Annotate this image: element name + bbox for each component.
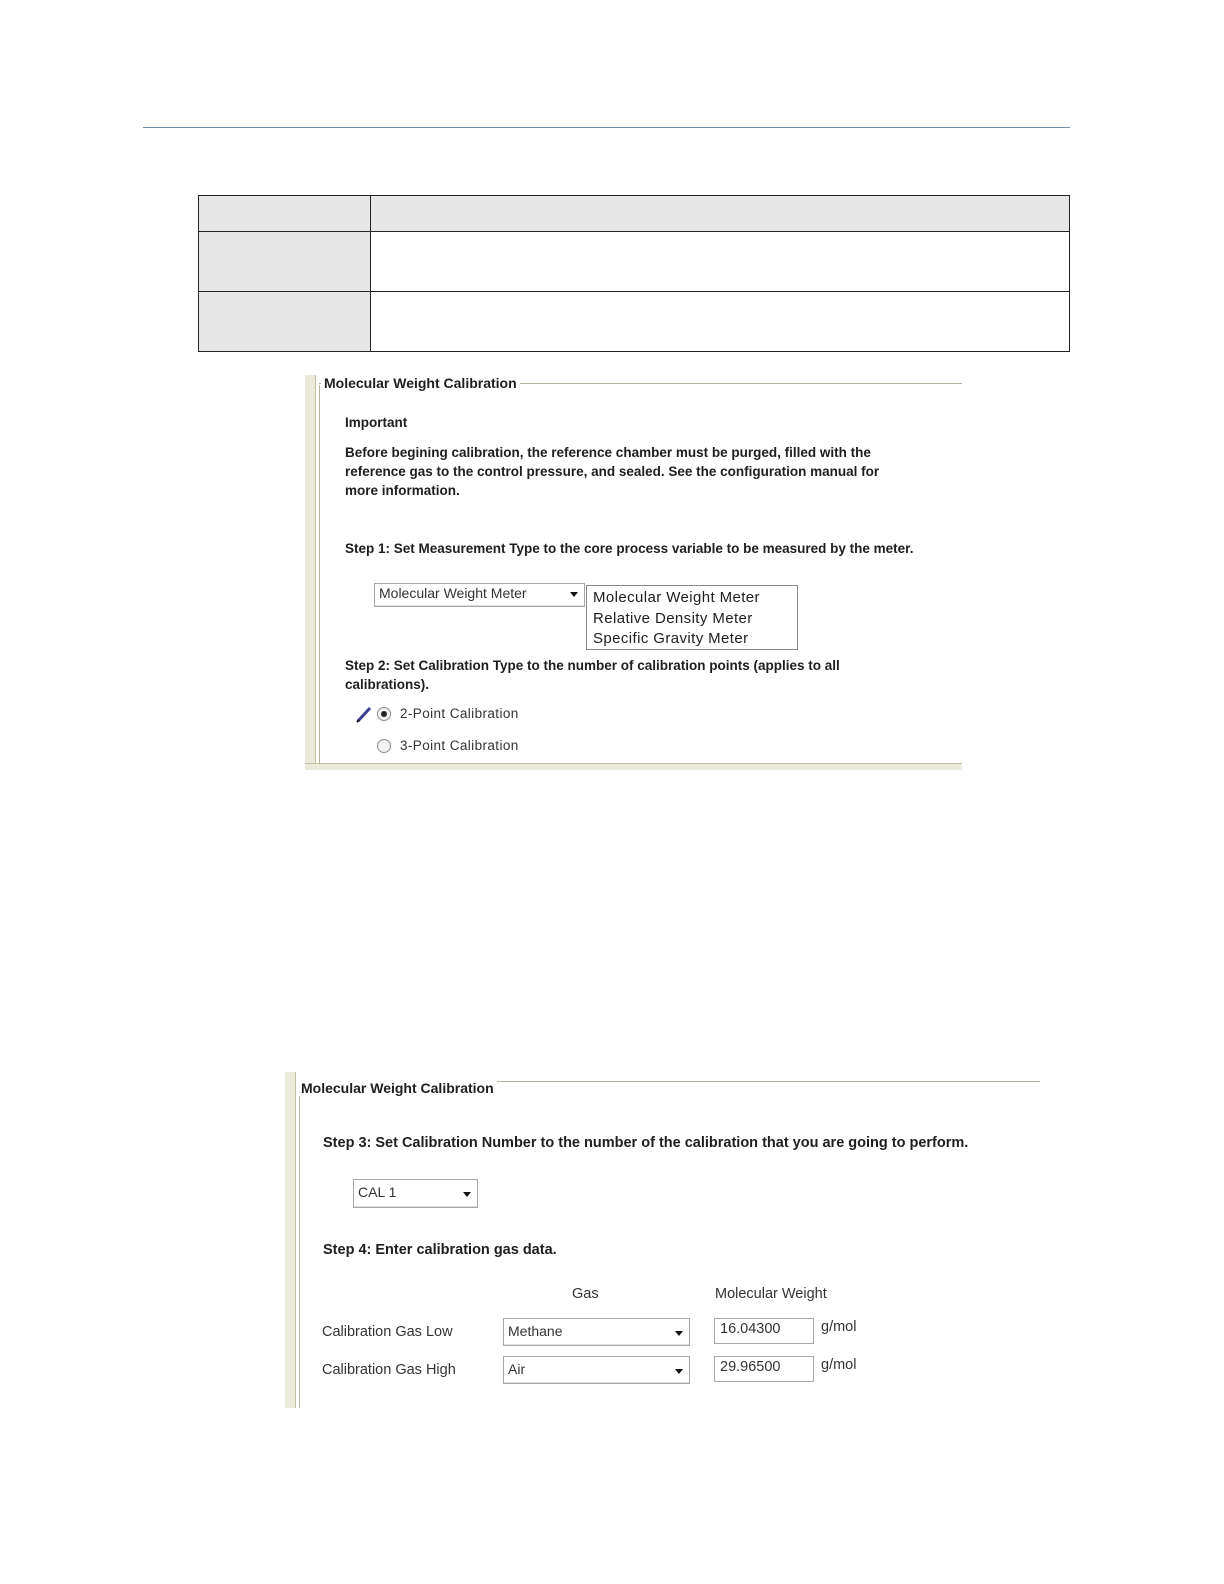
molecular-weight-low-input[interactable]: 16.04300 bbox=[714, 1318, 814, 1344]
option-molecular-weight-meter[interactable]: Molecular Weight Meter bbox=[593, 589, 760, 606]
important-line: Before begining calibration, the reference chamber must be purged, filled with the bbox=[345, 445, 871, 460]
radio-2-point[interactable] bbox=[377, 707, 391, 721]
document-table bbox=[198, 195, 1070, 352]
column-header-molecular-weight: Molecular Weight bbox=[715, 1286, 827, 1302]
gas-low-value: Methane bbox=[508, 1323, 563, 1339]
option-specific-gravity-meter[interactable]: Specific Gravity Meter bbox=[593, 630, 749, 647]
radio-3-point[interactable] bbox=[377, 739, 391, 753]
groupbox-title: Molecular Weight Calibration bbox=[298, 1080, 497, 1096]
table-header-row bbox=[199, 196, 1070, 232]
important-line: reference gas to the control pressure, and sealed. See the configuration manual for bbox=[345, 464, 880, 479]
top-rule bbox=[143, 127, 1070, 128]
groupbox-border-left bbox=[299, 1084, 300, 1408]
measurement-type-value: Molecular Weight Meter bbox=[379, 585, 527, 601]
molecular-weight-high-input[interactable]: 29.96500 bbox=[714, 1356, 814, 1382]
pencil-icon bbox=[355, 705, 373, 723]
step4-text: Step 4: Enter calibration gas data. bbox=[323, 1242, 557, 1258]
gas-high-select[interactable] bbox=[503, 1356, 690, 1384]
step1-text: Step 1: Set Measurement Type to the core process variable to be measured by the meter. bbox=[345, 541, 914, 556]
row-label-gas-low: Calibration Gas Low bbox=[322, 1324, 453, 1340]
row-label-gas-high: Calibration Gas High bbox=[322, 1362, 456, 1378]
screenshot-calibration-gas bbox=[285, 1072, 1040, 1408]
step2-text: Step 2: Set Calibration Type to the number of calibration points (applies to all bbox=[345, 658, 840, 673]
option-relative-density-meter[interactable]: Relative Density Meter bbox=[593, 609, 753, 627]
chevron-down-icon[interactable] bbox=[570, 592, 578, 597]
step3-text: Step 3: Set Calibration Number to the number of the calibration that you are going to perform. bbox=[323, 1135, 969, 1151]
gas-low-select[interactable] bbox=[503, 1318, 690, 1346]
radio-3-point-label[interactable]: 3-Point Calibration bbox=[400, 738, 519, 753]
chevron-down-icon[interactable] bbox=[675, 1369, 683, 1374]
gas-high-value: Air bbox=[508, 1361, 526, 1377]
important-line: more information. bbox=[345, 483, 460, 498]
unit-low: g/mol bbox=[821, 1319, 857, 1335]
chevron-down-icon[interactable] bbox=[463, 1192, 471, 1197]
measurement-type-select[interactable] bbox=[374, 583, 585, 607]
unit-high: g/mol bbox=[821, 1357, 857, 1373]
important-heading: Important bbox=[345, 415, 408, 430]
window-frame-bottom bbox=[305, 763, 962, 770]
window-frame-left bbox=[285, 1072, 296, 1408]
column-header-gas: Gas bbox=[572, 1286, 599, 1302]
radio-2-point-label[interactable]: 2-Point Calibration bbox=[400, 706, 519, 721]
window-frame-left bbox=[305, 375, 316, 770]
groupbox-border-left bbox=[319, 385, 320, 764]
calibration-number-select[interactable] bbox=[353, 1179, 478, 1208]
calibration-number-value: CAL 1 bbox=[358, 1184, 397, 1200]
table-row bbox=[199, 232, 1070, 292]
chevron-down-icon[interactable] bbox=[675, 1331, 683, 1336]
measurement-type-options bbox=[586, 585, 798, 650]
step2-text: calibrations). bbox=[345, 677, 430, 692]
screenshot-measurement-type bbox=[305, 375, 962, 770]
table-row bbox=[199, 292, 1070, 352]
groupbox-title: Molecular Weight Calibration bbox=[321, 375, 520, 391]
